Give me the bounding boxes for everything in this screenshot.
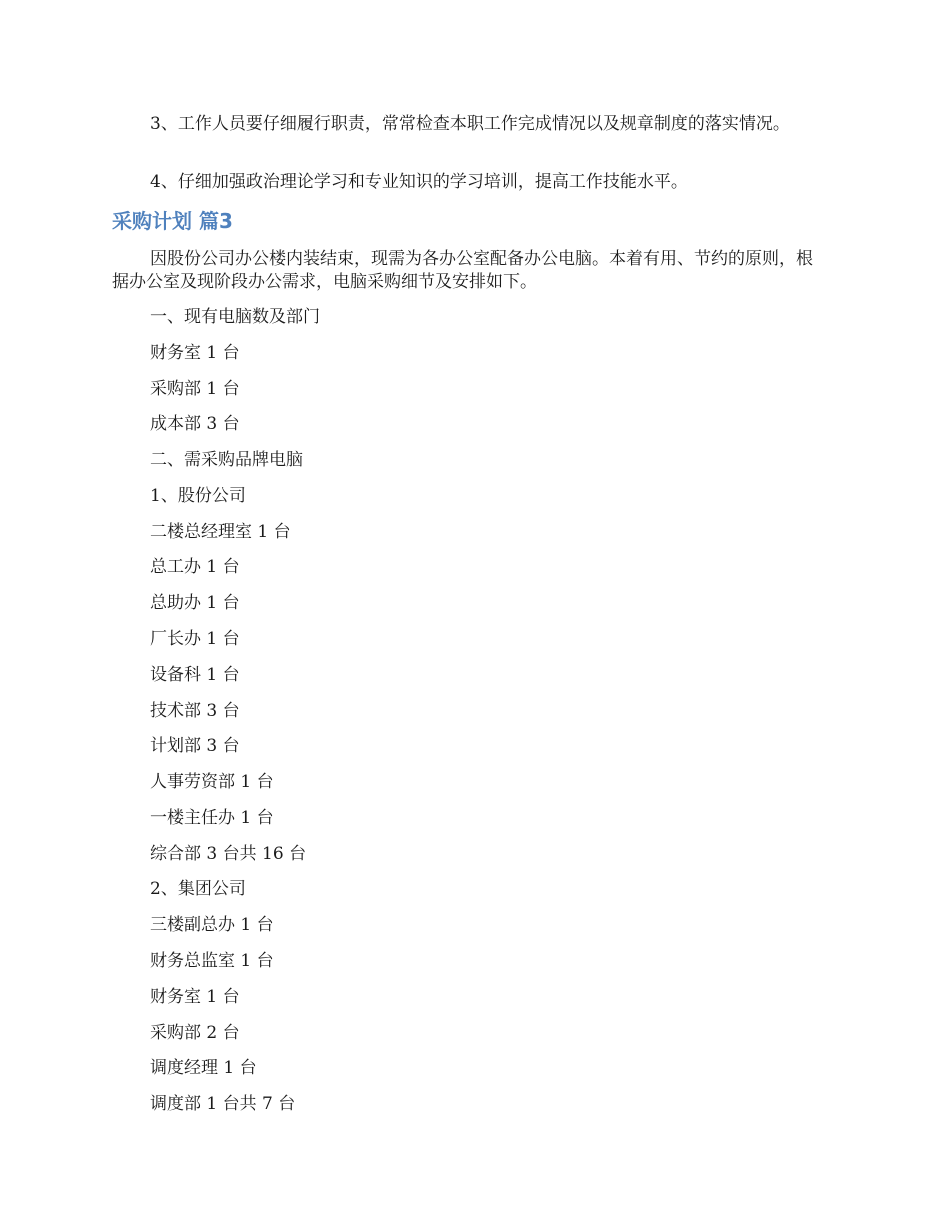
list-line: 2、集团公司 [150, 879, 246, 899]
paragraph-intro: 因股份公司办公楼内装结束，现需为各办公室配备办公电脑。本着有用、节约的原则，根据办公室及现阶段办公需求，电脑采购细节及安排如下。 [112, 249, 813, 292]
list-line: 厂长办 1 台 [150, 629, 240, 649]
list-line: 调度经理 1 台 [150, 1058, 257, 1078]
list-line: 人事劳资部 1 台 [150, 772, 274, 792]
list-line: 计划部 3 台 [150, 736, 240, 756]
list-line: 成本部 3 台 [150, 414, 240, 434]
list-line: 1、股份公司 [150, 486, 246, 506]
list-line: 财务总监室 1 台 [150, 951, 274, 971]
list-line: 二楼总经理室 1 台 [150, 522, 291, 542]
list-line: 技术部 3 台 [150, 701, 240, 721]
list-line: 三楼副总办 1 台 [150, 915, 274, 935]
list-line: 一、现有电脑数及部门 [150, 307, 320, 327]
list-line: 一楼主任办 1 台 [150, 808, 274, 828]
paragraph-item-3: 3、工作人员要仔细履行职责，常常检查本职工作完成情况以及规章制度的落实情况。 [150, 114, 790, 134]
list-line: 调度部 1 台共 7 台 [150, 1094, 296, 1114]
list-line: 财务室 1 台 [150, 343, 240, 363]
list-line: 采购部 1 台 [150, 379, 240, 399]
section-heading: 采购计划 篇3 [112, 209, 233, 233]
list-line: 总工办 1 台 [150, 557, 240, 577]
list-line: 二、需采购品牌电脑 [150, 450, 303, 470]
list-line: 财务室 1 台 [150, 987, 240, 1007]
list-line: 综合部 3 台共 16 台 [150, 844, 307, 864]
list-line: 采购部 2 台 [150, 1023, 240, 1043]
list-line: 设备科 1 台 [150, 665, 240, 685]
list-line: 总助办 1 台 [150, 593, 240, 613]
paragraph-item-4: 4、仔细加强政治理论学习和专业知识的学习培训，提高工作技能水平。 [150, 172, 688, 192]
